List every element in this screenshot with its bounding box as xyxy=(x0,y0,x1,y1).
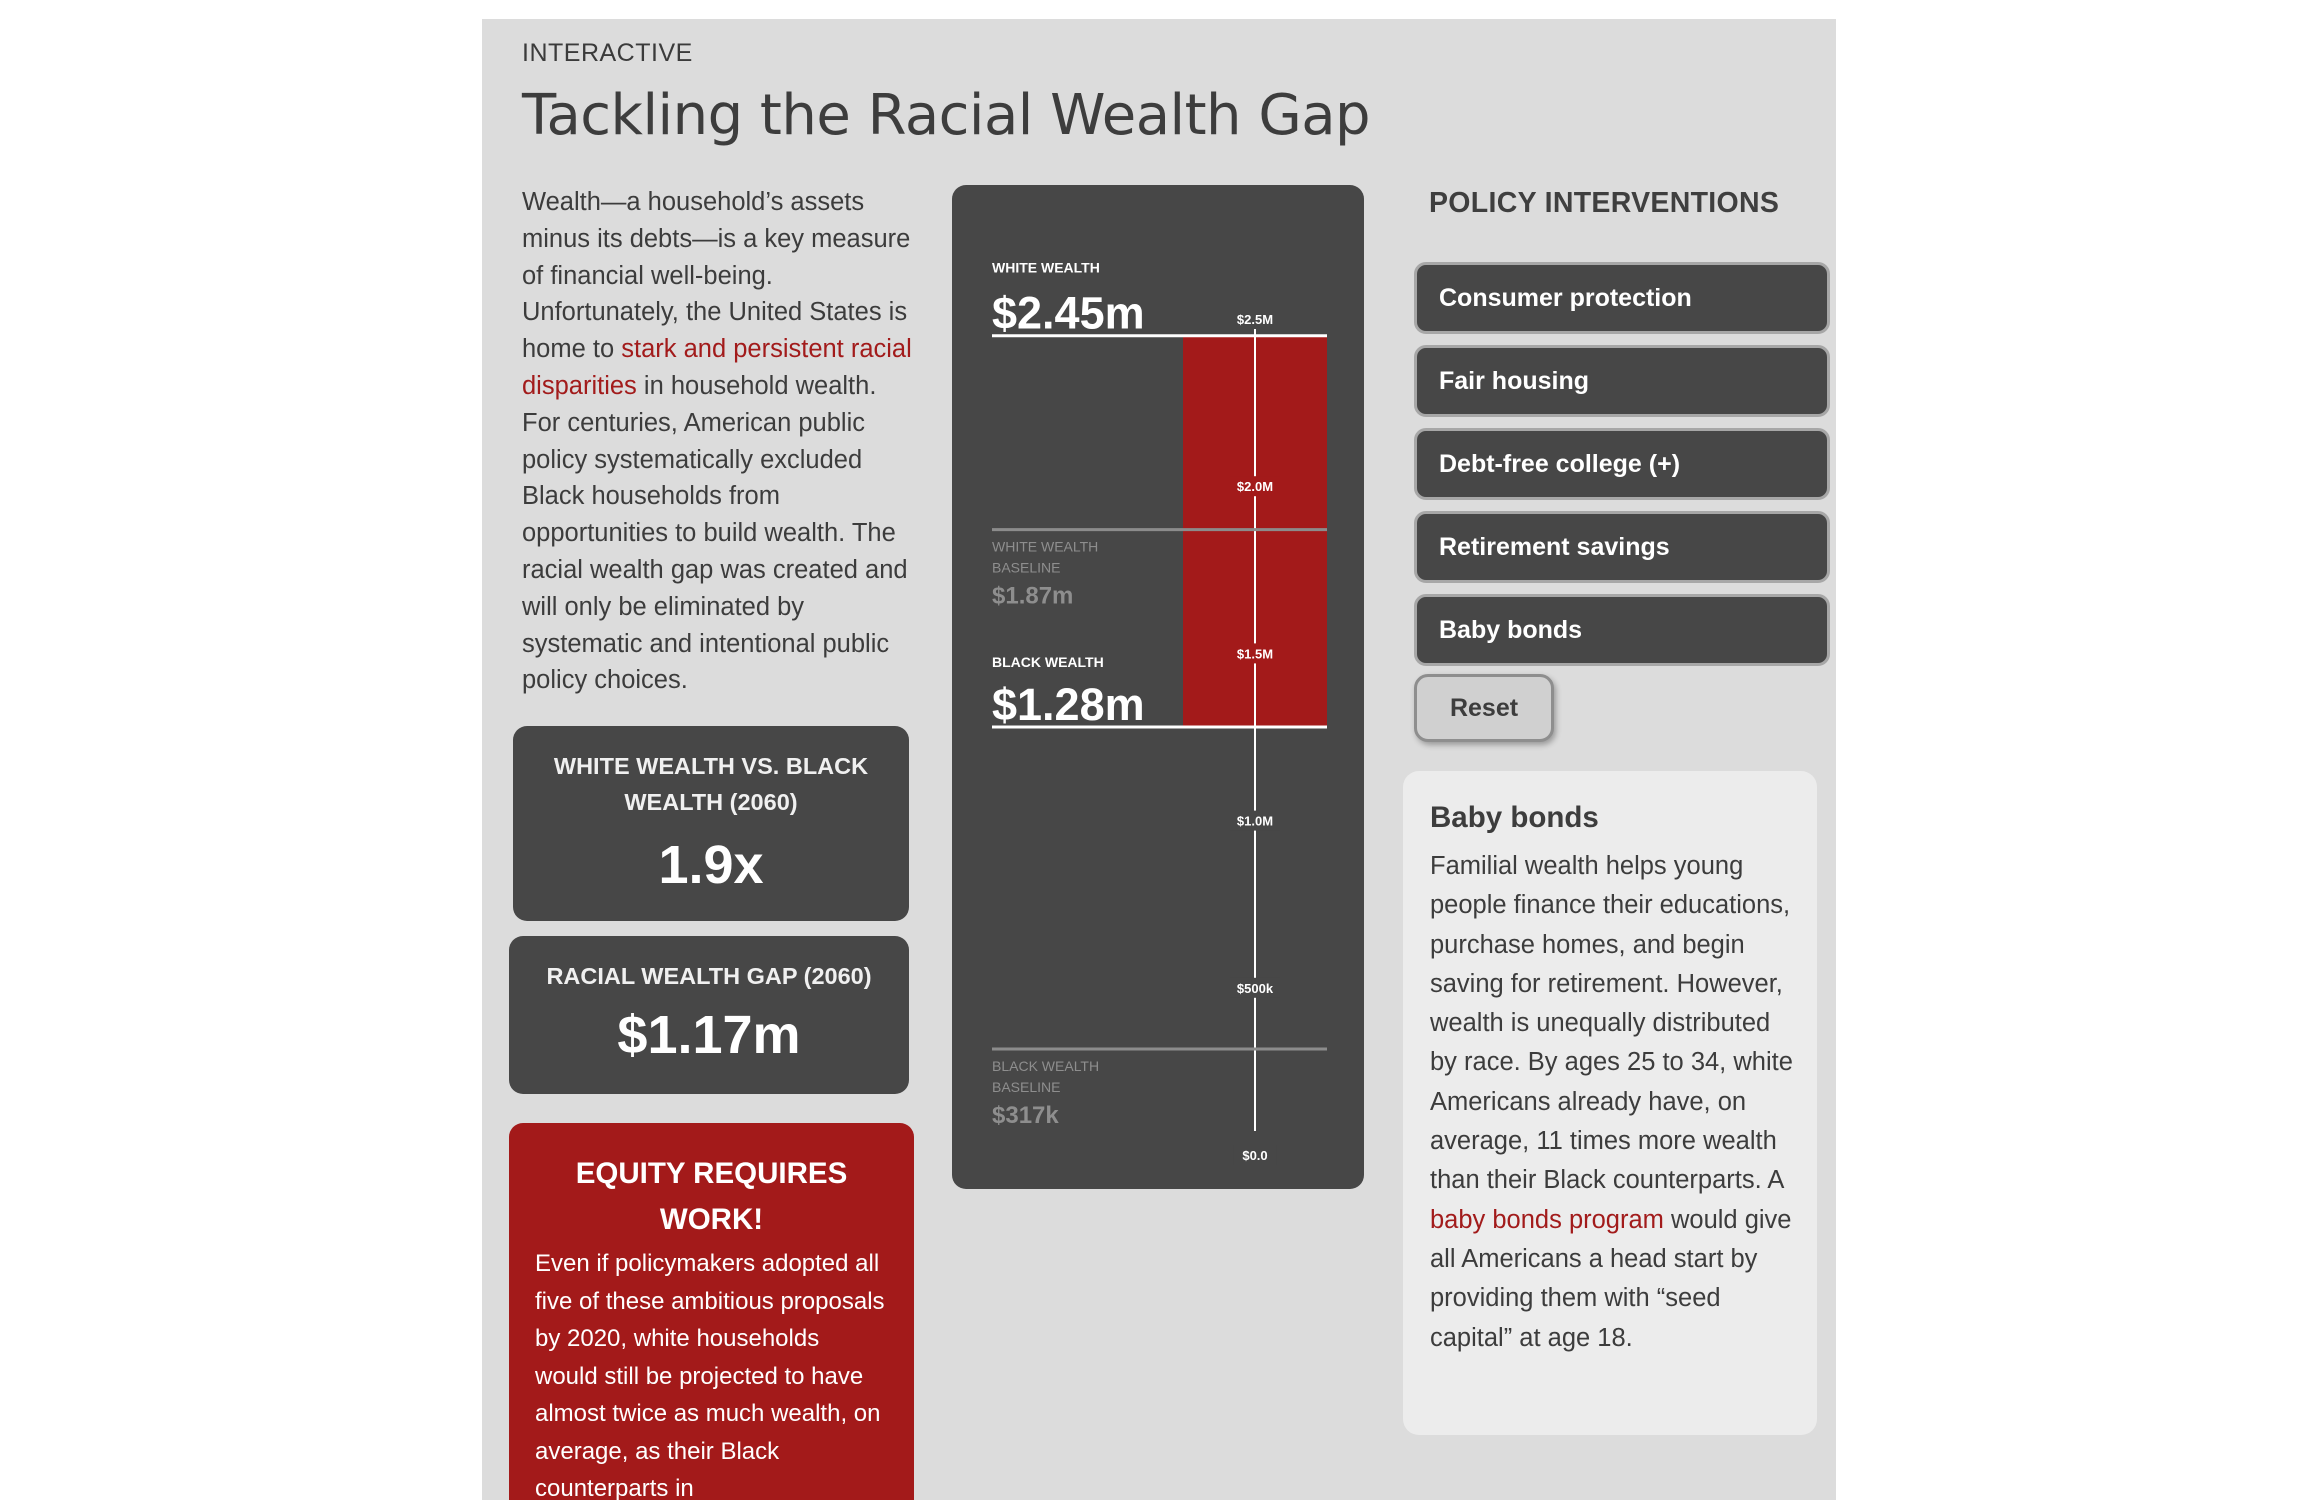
wealth-chart-svg xyxy=(952,185,1364,1189)
wealth-gap-value: $1.17m xyxy=(617,1005,801,1065)
equity-callout xyxy=(509,1123,914,1500)
baby-bonds-button[interactable]: Baby bonds xyxy=(1414,594,1830,666)
wealth-ratio-card xyxy=(513,726,909,921)
policy-interventions-title: POLICY INTERVENTIONS xyxy=(1429,187,1780,219)
wealth-ratio-value: 1.9x xyxy=(658,835,764,895)
axis-tick-label: $1.5M xyxy=(1236,646,1274,662)
axis-tick-label: $0.0 xyxy=(1242,1148,1268,1163)
policy-detail-card xyxy=(1403,771,1817,1435)
equity-body: Even if policymakers adopted all five of these ambitious proposals by 2020, white households would still be projected to have almost twice as much wealth, on average, as their Black counterparts in xyxy=(535,1250,885,1500)
intro-text-before: Wealth—a household’s assets minus its debts—is a key measure of financial well-being. Unfortunately, the United States is home to xyxy=(522,188,911,364)
page-title: Tackling the Racial Wealth Gap xyxy=(522,83,1371,148)
wealth-ratio-label: WHITE WEALTH VS. BLACK WEALTH (2060) xyxy=(553,753,869,815)
policy-detail-title: Baby bonds xyxy=(1430,801,1599,834)
intro-text-after: in household wealth. For centuries, American public policy systematically excluded Black households from opportunities to build wealth. The racial wealth gap was created and will only be eliminated by systematic and intentional public policy choices. xyxy=(522,371,908,695)
white-baseline-label: WHITE WEALTH xyxy=(992,538,1099,555)
policy-detail-body xyxy=(1403,835,1817,1358)
black-baseline-label-line2: BASELINE xyxy=(992,1078,1061,1095)
white-baseline-label-line2: BASELINE xyxy=(992,559,1061,576)
fair-housing-button[interactable]: Fair housing xyxy=(1414,345,1830,417)
baby-bonds-program-link[interactable]: baby bonds program xyxy=(1430,1205,1664,1234)
intro-paragraph xyxy=(522,184,917,699)
axis-tick-label: $2.0M xyxy=(1236,479,1274,495)
policy-detail-text-after: would give all Americans a head start by providing them with “seed capital” at age 18. xyxy=(1430,1205,1792,1352)
retirement-savings-button[interactable]: Retirement savings xyxy=(1414,511,1830,583)
wealth-chart xyxy=(952,185,1364,1189)
black-wealth-value: $1.28m xyxy=(992,678,1145,730)
axis-tick-label: $500k xyxy=(1236,980,1274,996)
white-wealth-label: WHITE WEALTH xyxy=(992,259,1100,276)
axis-tick-label: $1.0M xyxy=(1236,813,1274,829)
consumer-protection-button[interactable]: Consumer protection xyxy=(1414,262,1830,334)
wealth-gap-card xyxy=(509,936,909,1094)
article-panel xyxy=(482,19,1836,1500)
reset-button[interactable]: Reset xyxy=(1414,674,1554,742)
equity-title: EQUITY REQUIRES WORK! xyxy=(575,1157,848,1236)
white-baseline-value: $1.87m xyxy=(992,582,1074,610)
disparities-link[interactable]: stark and persistent racial disparities xyxy=(522,335,912,400)
axis-tick-label: $2.5M xyxy=(1236,312,1274,327)
white-wealth-value: $2.45m xyxy=(992,287,1145,339)
black-wealth-label: BLACK WEALTH xyxy=(992,653,1104,670)
black-baseline-value: $317k xyxy=(992,1101,1059,1129)
black-baseline-label: BLACK WEALTH xyxy=(992,1057,1100,1074)
eyebrow-label: INTERACTIVE xyxy=(522,39,693,67)
debt-free-college-button[interactable]: Debt-free college (+) xyxy=(1414,428,1830,500)
policy-detail-text-before: Familial wealth helps young people finance their educations, purchase homes, and begin saving for retirement. However, wealth is unequally distributed by race. By ages 25 to 34, white Americans already have, on average, 11 times more wealth than their Black counterparts. A xyxy=(1430,852,1793,1195)
wealth-gap-label: RACIAL WEALTH GAP (2060) xyxy=(546,963,872,989)
